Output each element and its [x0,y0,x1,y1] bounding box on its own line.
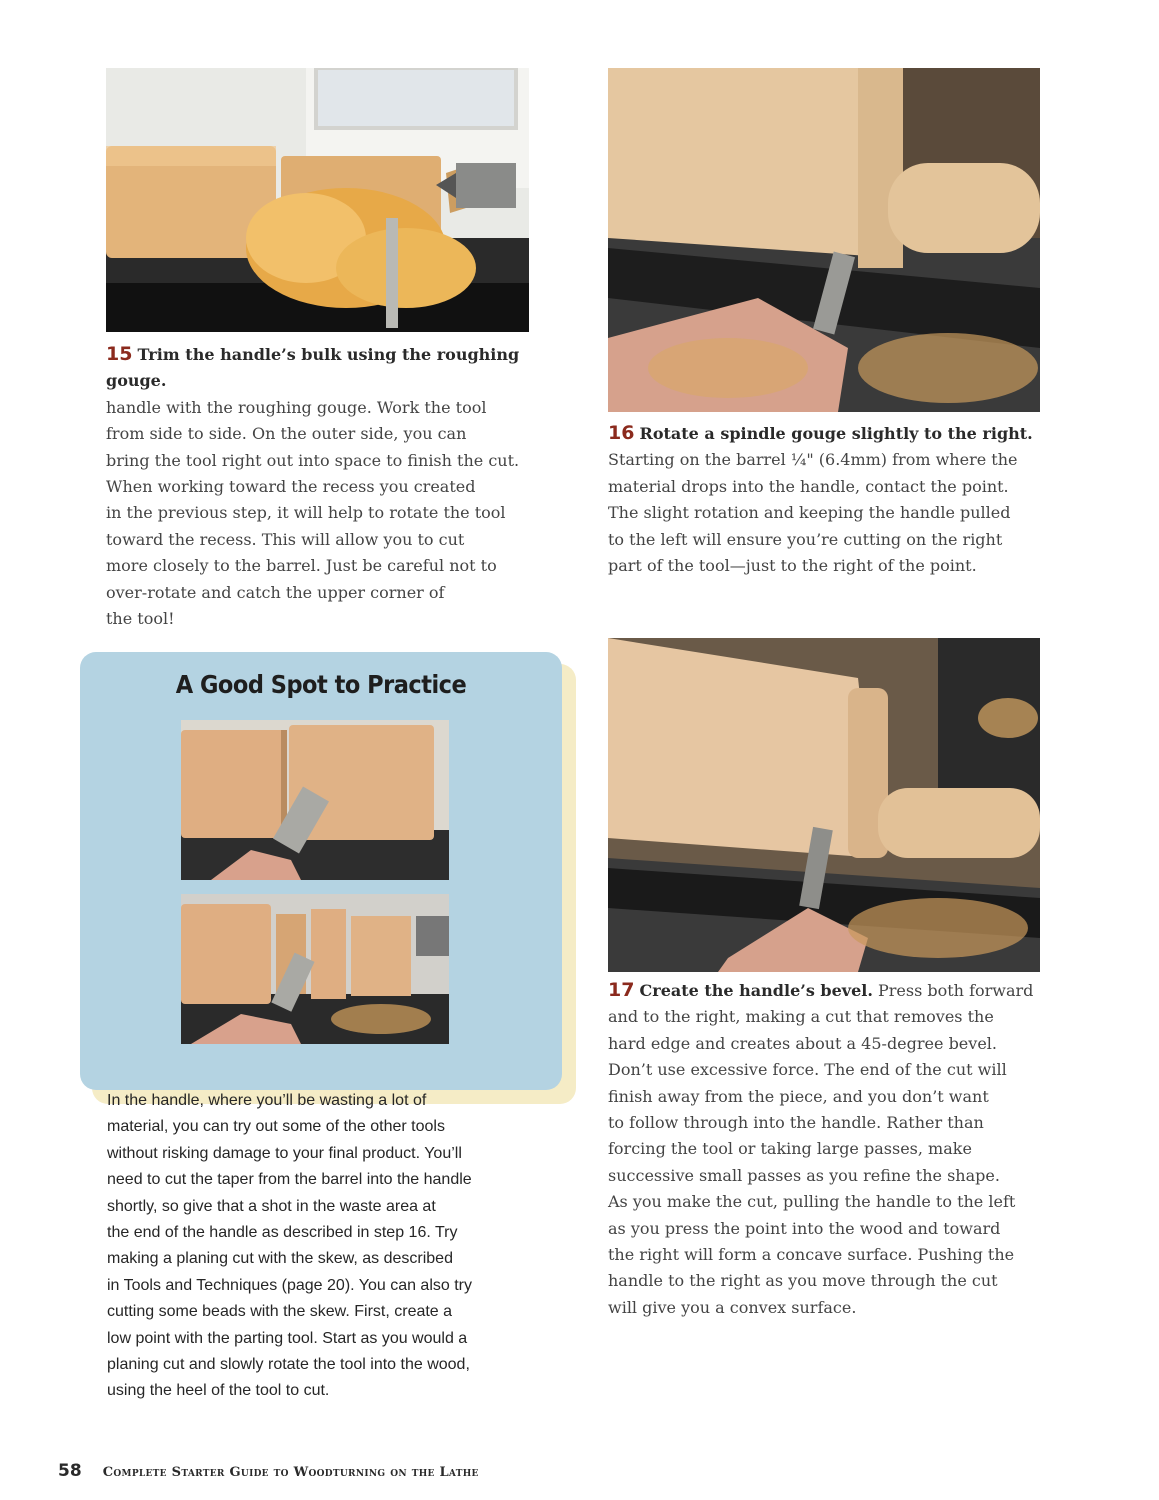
step-16-caption [608,420,1048,579]
step-16-title: Rotate a spindle gouge slightly to the right. [639,424,1033,443]
step-15-line-4: When working toward the recess you created [106,477,476,497]
sidebar-line-3: need to cut the taper from the barrel into the handle [107,1171,472,1189]
step-15-photo [106,68,529,332]
step-17-line-0 [608,977,1053,1004]
sidebar-line-9: low point with the parting tool. Start as you would a [107,1329,468,1347]
sidebar-line-10: planing cut and slowly rotate the tool into the wood, [107,1356,470,1374]
running-title: Complete Starter Guide to Woodturning on the Lathe [102,1465,479,1480]
sidebar-body [107,1088,557,1405]
step-17-photo [608,638,1040,972]
step-15-caption [106,341,536,632]
step-17-line-2: hard edge and creates about a 45-degree bevel. [608,1033,997,1053]
step-15-line-7: more closely to the barrel. Just be careful not to [106,556,497,576]
step-17-title: Create the handle’s bevel. [639,981,873,1000]
step-15-line-6: toward the recess. This will allow you to cut [106,529,465,549]
sidebar-line-4: shortly, so give that a shot in the waste area at [107,1197,436,1215]
step-16-line-4: to the left will ensure you’re cutting on the right [608,529,1003,549]
step-15-line-0 [106,341,536,395]
step-16-line-2: material drops into the handle, contact the point. [608,476,1009,496]
step-17-line-1: and to the right, making a cut that removes the [608,1007,994,1027]
step-15-line-2: from side to side. On the outer side, you can [106,424,467,444]
step-15-title: Trim the handle’s bulk using the roughing gouge. [106,345,520,391]
page-footer [58,1461,479,1481]
sidebar-line-6: making a planing cut with the skew, as described [107,1250,453,1268]
step-16-line-0 [608,420,1048,447]
step-17-line-10: the right will form a concave surface. Pushing the [608,1245,1015,1265]
step-17-line-11: handle to the right as you move through the cut [608,1271,998,1291]
step-17-line-7: successive small passes as you refine the shape. [608,1165,1000,1185]
step-15-number: 15 [106,343,133,365]
step-15-line-9: the tool! [106,609,175,629]
step-16-number: 16 [608,422,635,444]
step-17-caption [608,977,1053,1321]
step-17-number: 17 [608,979,635,1001]
step-16-line-5: part of the tool—just to the right of the point. [608,556,977,576]
step-17-title-tail: Press both forward [872,981,1034,1000]
step-15-line-3: bring the tool right out into space to finish the cut. [106,450,520,470]
step-17-line-6: forcing the tool or taking large passes, make [608,1139,972,1159]
step-15-line-8: over-rotate and catch the upper corner of [106,582,445,602]
step-17-line-3: Don’t use excessive force. The end of the cut will [608,1060,1007,1080]
sidebar-line-8: cutting some beads with the skew. First, create a [107,1303,453,1321]
step-17-line-4: finish away from the piece, and you don’t want [608,1086,989,1106]
sidebar-line-2: without risking damage to your final product. You’ll [107,1144,462,1162]
step-17-line-9: as you press the point into the wood and toward [608,1218,1001,1238]
sidebar-title: A Good Spot to Practice [175,670,467,699]
sidebar-line-11: using the heel of the tool to cut. [107,1382,330,1400]
sidebar-line-1: material, you can try out some of the other tools [107,1118,445,1136]
sidebar-line-7: in Tools and Techniques (page 20). You can also try [107,1276,472,1294]
practice-sidebar [80,652,562,1090]
sidebar-photo-top [181,720,449,880]
step-16-line-3: The slight rotation and keeping the handle pulled [608,503,1011,523]
step-15-line-5: in the previous step, it will help to rotate the tool [106,503,506,523]
sidebar-line-0: In the handle, where you’ll be wasting a lot of [107,1092,427,1109]
step-16-photo [608,68,1040,412]
step-15-line-1: handle with the roughing gouge. Work the tool [106,397,487,417]
step-17-line-8: As you make the cut, pulling the handle to the left [608,1192,1016,1212]
step-16-line-1: Starting on the barrel ¼" (6.4mm) from where the [608,450,1018,470]
step-17-line-12: will give you a convex surface. [608,1297,857,1317]
sidebar-photo-bottom [181,894,449,1044]
page-number: 58 [58,1461,82,1481]
sidebar-line-5: the end of the handle as described in step 16. Try [107,1224,458,1242]
step-17-line-5: to follow through into the handle. Rather than [608,1113,984,1133]
